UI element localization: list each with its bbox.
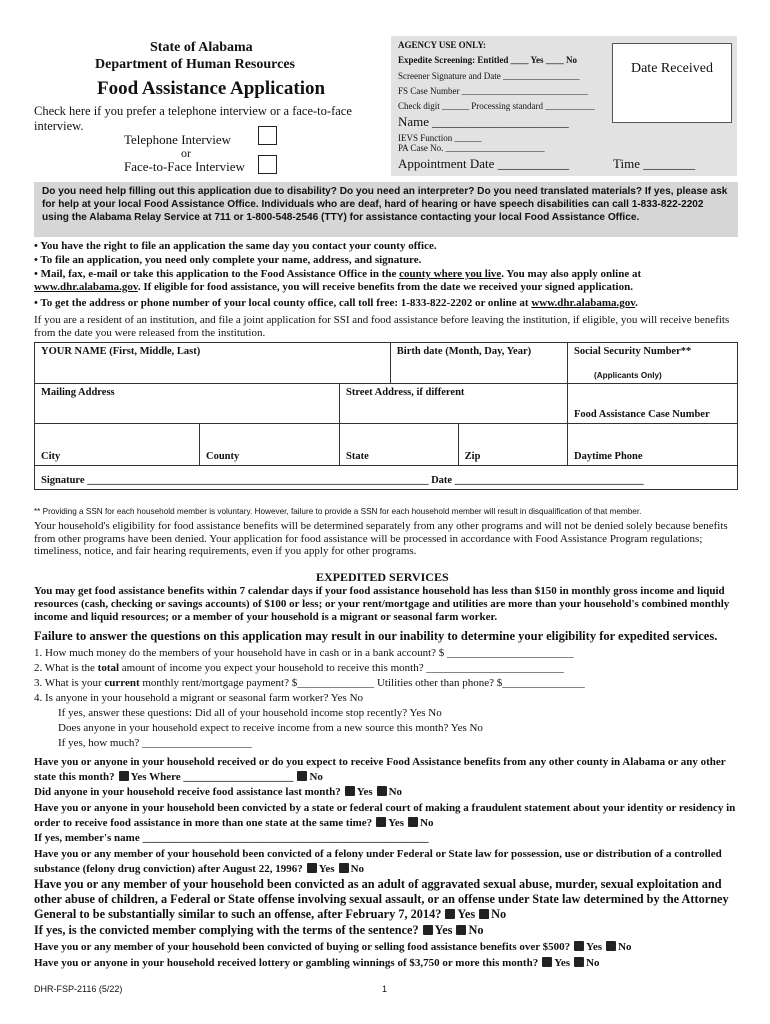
expedited-intro: You may get food assistance benefits within 7 calendar days if your food assistance household has less than $150 in monthly gross income and liquid resources (cash, checking or savings accounts) of $100 or less; or your rent/mortgage and utilities are more than your household's combined monthly income and liquid resources; or a member of your household is a migrant or seasonal farm worker. — [34, 585, 730, 623]
or-label: or — [181, 146, 191, 160]
yes-where-label: Yes Where ____________________ — [130, 771, 294, 783]
question-2-text-2: amount of income you expect your household to receive this month? _________________________ — [119, 662, 564, 674]
question-fraud — [34, 801, 740, 831]
county-label: County — [206, 451, 240, 462]
daytime-phone-field[interactable] — [568, 424, 738, 466]
interview-preference-text: Check here if you prefer a telephone interview or a face-to-face interview. — [34, 104, 352, 133]
yes-checkbox-icon[interactable] — [542, 957, 552, 967]
city-field[interactable] — [35, 424, 200, 466]
screener-signature-field[interactable]: Screener Signature and Date _________________ — [398, 71, 580, 81]
question-complying — [34, 924, 740, 937]
bullet-mail-fax-text-2: . You may also apply online at — [501, 268, 642, 280]
ssn-note: ** Providing a SSN for each household member is voluntary. However, failure to provide a SSN for each household member will result in disqualification of that member. — [34, 507, 642, 516]
street-address-field[interactable] — [340, 384, 568, 424]
no-checkbox-icon[interactable] — [297, 771, 307, 781]
birth-date-field[interactable] — [390, 343, 567, 384]
face-to-face-interview-label: Face-to-Face Interview — [124, 159, 245, 174]
bullet-county-office-text: • To get the address or phone number of your local county office, call toll free: 1-833-822-2202 or online at — [34, 297, 532, 309]
yes-label: Yes — [554, 957, 571, 969]
county-where-you-live-link[interactable]: county where you live — [399, 268, 502, 280]
expedited-services-title: EXPEDITED SERVICES — [316, 570, 449, 584]
case-number-field[interactable] — [568, 384, 738, 424]
question-3-current: current — [104, 677, 140, 689]
header-state: State of Alabama — [150, 40, 253, 55]
no-label: No — [420, 817, 434, 829]
no-label: No — [618, 941, 632, 953]
no-checkbox-icon[interactable] — [606, 941, 616, 951]
yes-checkbox-icon[interactable] — [376, 817, 386, 827]
yes-label: Yes — [388, 817, 405, 829]
agency-use-only-box — [391, 36, 737, 176]
case-number-label: Food Assistance Case Number — [574, 409, 710, 420]
your-name-label: YOUR NAME (First, Middle, Last) — [41, 346, 201, 357]
question-4c[interactable]: If yes, how much? ____________________ — [58, 737, 253, 749]
yes-label: Yes — [318, 863, 335, 875]
signature-label: Signature _________________________________________________________________ Date ____________________________________ — [41, 475, 644, 486]
institution-note: If you are a resident of an institution, and file a joint application for SSI and food assistance before leaving the institution, if eligible, you will receive benefits from the date you were released from the institution. — [34, 314, 730, 339]
bullet-county-office-end: . — [635, 297, 638, 309]
question-complying-text: If yes, is the convicted member complying with the terms of the sentence? — [34, 923, 419, 937]
page-number: 1 — [382, 984, 388, 994]
question-3-text-2: monthly rent/mortgage payment? $______________ Utilities other than phone? $_______________ — [139, 677, 585, 689]
face-to-face-interview-checkbox[interactable] — [258, 155, 277, 174]
mailing-address-field[interactable] — [35, 384, 340, 424]
question-other-county — [34, 755, 740, 785]
yes-label: Yes — [434, 923, 453, 937]
question-2-total: total — [97, 662, 120, 674]
question-sexual-offense-text: Have you or any member of your household been convicted as an adult of aggravated sexual abuse, murder, sexual exploitation and other abuse of children, a Federal or State offense involving sexual assault, or an offense under State law determined by the Attorney General to be substantially similar to such an offense, after February 7, 2014? — [34, 877, 729, 921]
yes-checkbox-icon[interactable] — [574, 941, 584, 951]
bullet-right-to-file: • You have the right to file an application the same day you contact your county office. — [34, 240, 437, 252]
yes-checkbox-icon[interactable] — [119, 771, 129, 781]
your-name-field[interactable] — [35, 343, 391, 384]
bullet-minimum-info: • To file an application, you need only complete your name, address, and signature. — [34, 254, 422, 266]
question-4[interactable]: 4. Is anyone in your household a migrant or seasonal farm worker? Yes No — [34, 692, 364, 704]
question-trafficking — [34, 941, 740, 954]
city-label: City — [41, 451, 61, 462]
agency-title: AGENCY USE ONLY: — [398, 40, 487, 50]
question-4a[interactable]: If yes, answer these questions: Did all of your household income stop recently? Yes No — [58, 707, 442, 719]
pa-case-number-field[interactable]: PA Case No. ______________________ — [398, 143, 545, 153]
no-checkbox-icon[interactable] — [456, 925, 466, 935]
bullet-county-office — [34, 297, 740, 310]
form-id: DHR-FSP-2116 (5/22) — [34, 984, 123, 994]
state-field[interactable] — [340, 424, 459, 466]
disability-notice: Do you need help filling out this application due to disability? Do you need an interpreter? Do you need translated materials? If yes, please ask for help at your local Food Assistance Office. Individuals who are deaf, hard of hearing or have speech disabilities can call 1-833-822-2202 using the Alabama Relay Service at 711 or 1-800-548-2546 (TTY) for assistance contacting your local Food Assistance Office. — [34, 182, 738, 237]
question-4b[interactable]: Does anyone in your household expect to receive income from a new source this month? Yes No — [58, 722, 483, 734]
no-label: No — [468, 923, 484, 937]
no-checkbox-icon[interactable] — [408, 817, 418, 827]
question-other-county-text: Have you or anyone in your household received or do you expect to receive Food Assistance benefits from any other county in Alabama or any other state this month? — [34, 756, 726, 783]
applicants-only-note: (Applicants Only) — [594, 371, 662, 380]
bullet-mail-fax — [34, 268, 740, 294]
state-label: State — [346, 451, 369, 462]
question-1[interactable]: 1. How much money do the members of your household have in cash or in a bank account? $ _______________________ — [34, 647, 574, 659]
no-checkbox-icon[interactable] — [574, 957, 584, 967]
dhr-website-link-2[interactable]: www.dhr.alabama.gov — [531, 297, 636, 309]
zip-label: Zip — [464, 451, 481, 462]
telephone-interview-checkbox[interactable] — [258, 126, 277, 145]
question-fraud-text: Have you or anyone in your household been convicted by a state or federal court of making a fraudulent statement about your identity or residency in order to receive food assistance in more than one state at the same time? — [34, 802, 736, 829]
dhr-website-link[interactable]: www.dhr.alabama.gov — [34, 281, 138, 293]
date-received-box[interactable]: Date Received — [612, 43, 732, 123]
ssn-label: Social Security Number** — [574, 346, 692, 357]
yes-checkbox-icon[interactable] — [423, 925, 433, 935]
eligibility-note: Your household's eligibility for food assistance benefits will be determined separately from any other programs and will not be denied solely because benefits from other programs have been denied. Your application for food assistance will be processed in accordance with Food Assistance Program regulations; timeliness, notice, and fair hearing requirements, even if you apply for other programs. — [34, 520, 728, 557]
ssn-field[interactable] — [568, 343, 738, 384]
question-3[interactable] — [34, 677, 740, 690]
fs-case-number-field[interactable]: FS Case Number ____________________________ — [398, 86, 588, 96]
no-label: No — [586, 957, 600, 969]
expedite-screening-field[interactable]: Expedite Screening: Entitled ____ Yes ____ No — [398, 55, 577, 65]
yes-checkbox-icon[interactable] — [445, 909, 455, 919]
no-label: No — [388, 786, 403, 798]
question-trafficking-text: Have you or any member of your household been convicted of buying or selling food assistance benefits over $500? — [34, 941, 571, 953]
member-name-field[interactable]: If yes, member's name ____________________________________________________ — [34, 832, 429, 844]
question-lottery-text: Have you or anyone in your household received lottery or gambling winnings of $3,750 or more this month? — [34, 957, 539, 969]
question-drug-felony-text: Have you or any member of your household been convicted of a felony under Federal or State law for possession, use or distribution of a controlled substance (felony drug conviction) after August 22, 1996? — [34, 848, 722, 875]
zip-field[interactable] — [458, 424, 567, 466]
ievs-function-field[interactable]: IEVS Function ______ — [398, 133, 482, 143]
yes-label: Yes — [457, 907, 476, 921]
page-title: Food Assistance Application — [97, 78, 326, 99]
bullet-mail-fax-text-3: . If eligible for food assistance, you will receive benefits from the date we received your signed application. — [137, 281, 633, 293]
yes-checkbox-icon[interactable] — [307, 863, 317, 873]
question-sexual-offense — [34, 877, 740, 922]
bullet-mail-fax-text: • Mail, fax, e-mail or take this application to the Food Assistance Office in the — [34, 268, 400, 280]
daytime-phone-label: Daytime Phone — [574, 451, 643, 462]
question-3-text: 3. What is your — [34, 677, 105, 689]
yes-label: Yes — [586, 941, 603, 953]
expedited-warning: Failure to answer the questions on this application may result in our inability to determine your eligibility for expedited services. — [34, 629, 718, 643]
birth-date-label: Birth date (Month, Day, Year) — [396, 346, 532, 357]
no-label: No — [491, 907, 507, 921]
check-digit-field[interactable]: Check digit ______ Processing standard ___________ — [398, 101, 595, 111]
no-checkbox-icon[interactable] — [339, 863, 349, 873]
appointment-time-field[interactable]: Time ________ — [613, 156, 696, 171]
header-department: Department of Human Resources — [95, 57, 295, 72]
question-last-month — [34, 786, 740, 799]
yes-label: Yes — [356, 786, 373, 798]
no-checkbox-icon[interactable] — [479, 909, 489, 919]
signature-field[interactable] — [35, 466, 738, 490]
question-2-text: 2. What is the — [34, 662, 98, 674]
yes-checkbox-icon[interactable] — [345, 786, 355, 796]
telephone-interview-label: Telephone Interview — [124, 132, 232, 147]
applicant-info-form — [34, 342, 738, 490]
question-drug-felony — [34, 847, 740, 877]
appointment-date-field[interactable]: Appointment Date ___________ — [398, 156, 570, 171]
agency-name-field[interactable]: Name _____________________ — [398, 114, 569, 129]
no-label: No — [350, 863, 365, 875]
no-label: No — [309, 771, 323, 783]
street-address-label: Street Address, if different — [346, 387, 465, 398]
no-checkbox-icon[interactable] — [377, 786, 387, 796]
question-2[interactable] — [34, 662, 740, 675]
question-last-month-text: Did anyone in your household receive food assistance last month? — [34, 786, 341, 798]
question-lottery — [34, 957, 740, 970]
county-field[interactable] — [200, 424, 340, 466]
mailing-address-label: Mailing Address — [41, 387, 115, 398]
